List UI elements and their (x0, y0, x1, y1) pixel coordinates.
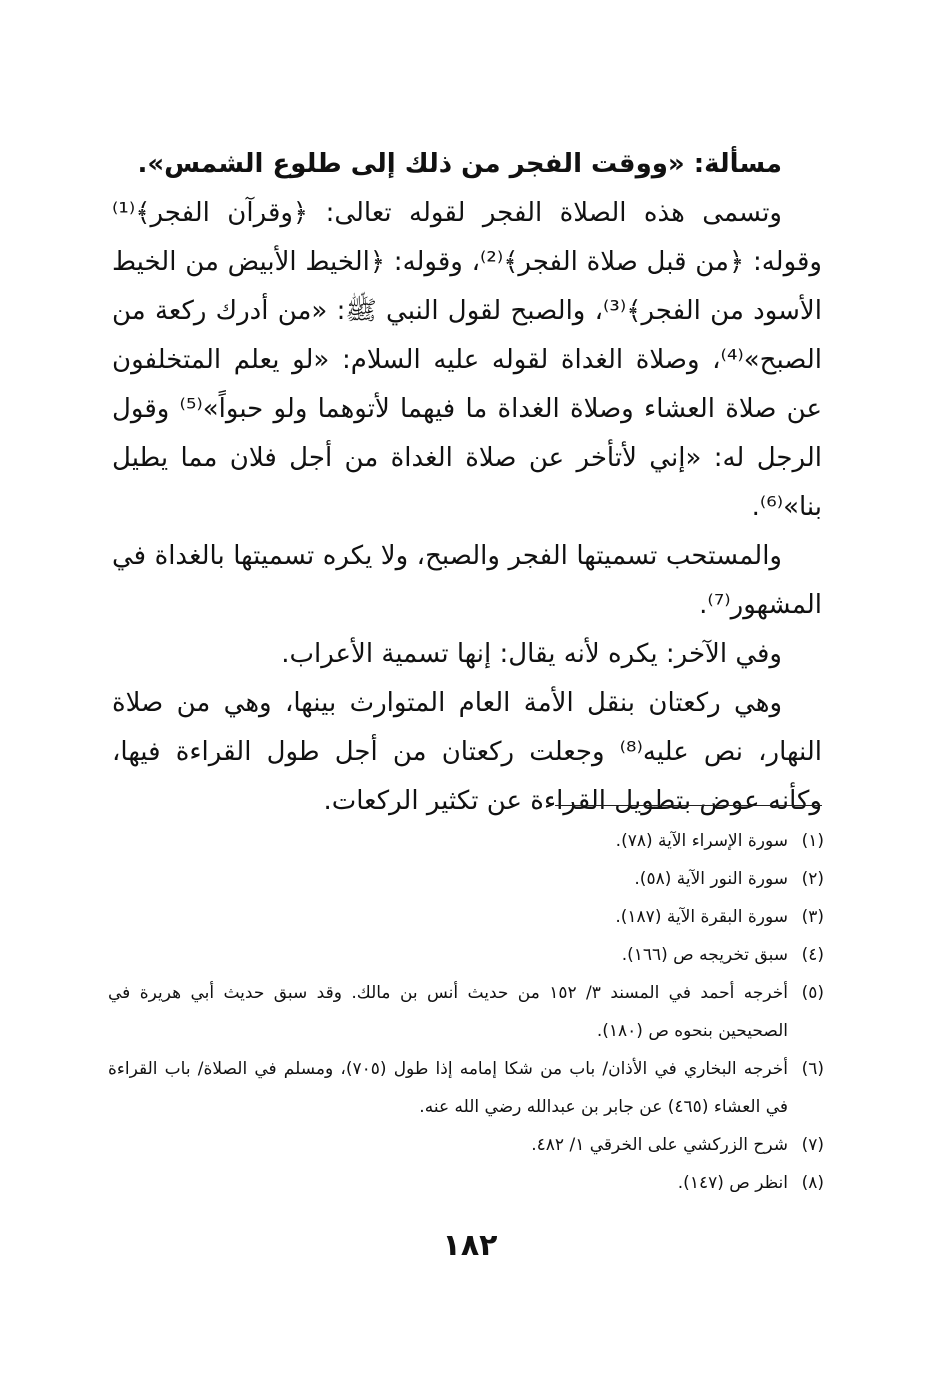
footnote-number: (٢) (801, 869, 824, 889)
paragraph-4: وهي ركعتان بنقل الأمة العام المتوارث بينها، وهي من صلاة النهار، نص عليه⁽⁸⁾ وجعلت ركعتان من أجل طول القراءة فيها، وكأنه عوض بتطويل القراءة عن تكثير الركعات. (112, 688, 822, 816)
footnote-text: سورة الإسراء الآية (٧٨). (615, 831, 788, 851)
footnote-text: انظر ص (١٤٧). (677, 1173, 788, 1193)
footnote-number: (٦) (801, 1059, 824, 1079)
footnote-2 (108, 860, 824, 898)
footnotes-list (108, 822, 824, 1202)
paragraph-3: وفي الآخر: يكره لأنه يقال: إنها تسمية الأعراب. (281, 639, 782, 669)
main-text-block (112, 140, 822, 826)
footnote-text: أخرجه أحمد في المسند ٣/ ١٥٢ من حديث أنس بن مالك. وقد سبق حديث أبي هريرة في الصحيحين بنحوه ص (١٨٠). (108, 983, 788, 1041)
footnote-number: (٨) (801, 1173, 824, 1193)
footnote-number: (٣) (801, 907, 824, 927)
footnote-text: أخرجه البخاري في الأذان/ باب من شكا إمامه إذا طول (٧٠٥)، ومسلم في الصلاة/ باب القراءة في العشاء (٤٦٥) عن جابر بن عبدالله رضي الله عنه. (108, 1059, 788, 1117)
footnote-text: سبق تخريجه ص (١٦٦). (621, 945, 788, 965)
page-number: ١٨٢ (442, 1228, 498, 1263)
section-heading: مسألة: «ووقت الفجر من ذلك إلى طلوع الشمس». (137, 149, 782, 179)
footnote-number: (٤) (801, 945, 824, 965)
paragraph-1: وتسمى هذه الصلاة الفجر لقوله تعالى: ﴿وقرآن الفجر﴾⁽¹⁾ وقوله: ﴿من قبل صلاة الفجر﴾⁽²⁾، وقوله: ﴿الخيط الأبيض من الخيط الأسود من الفجر﴾⁽³⁾، والصبح لقول النبي ﷺ: «من أدرك ركعة من الصبح»⁽⁴⁾، وصلاة الغداة لقوله عليه السلام: «لو يعلم المتخلفون عن صلاة العشاء وصلاة الغداة ما فيهما لأتوهما ولو حبواً»⁽⁵⁾ وقول الرجل له: «إني لأتأخر عن صلاة الغداة من أجل فلان مما يطيل بنا»⁽⁶⁾. (112, 198, 822, 522)
footnote-number: (٧) (801, 1135, 824, 1155)
footnote-6 (108, 1050, 824, 1126)
footnote-text: سورة النور الآية (٥٨). (634, 869, 788, 889)
footnote-1 (108, 822, 824, 860)
paragraph-2: والمستحب تسميتها الفجر والصبح، ولا يكره تسميتها بالغداة في المشهور⁽⁷⁾. (112, 541, 822, 620)
footnote-divider (555, 805, 822, 806)
footnote-5 (108, 974, 824, 1050)
footnote-number: (٥) (801, 983, 824, 1003)
footnote-text: سورة البقرة الآية (١٨٧). (615, 907, 788, 927)
footnote-4 (108, 936, 824, 974)
footnote-3 (108, 898, 824, 936)
footnote-text: شرح الزركشي على الخرقي ١/ ٤٨٢. (531, 1135, 788, 1155)
footnote-7 (108, 1126, 824, 1164)
footnote-number: (١) (801, 831, 824, 851)
footnote-8 (108, 1164, 824, 1202)
